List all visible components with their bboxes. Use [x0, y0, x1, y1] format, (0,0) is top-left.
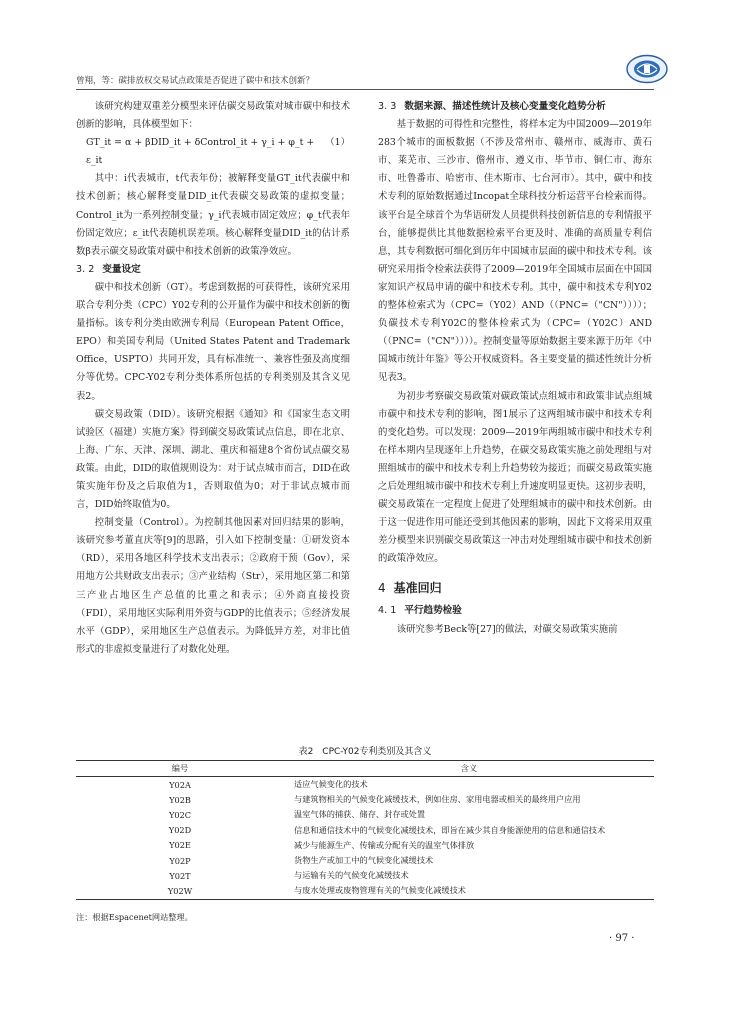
- formula-1: [76, 134, 350, 170]
- cell-code: Y02E: [169, 840, 191, 851]
- section-3-2-heading: [76, 261, 350, 279]
- running-header: 曾翔，等：碳排放权交易试点政策是否促进了碳中和技术创新？: [76, 76, 315, 86]
- cell-meaning: 适应气候变化的技术: [294, 779, 368, 790]
- section-4-1-heading: [378, 602, 652, 620]
- section-title: 数据来源、描述性统计及核心变量变化趋势分析: [404, 101, 606, 112]
- section-4-heading: [378, 578, 652, 598]
- cell-code: Y02T: [169, 870, 191, 881]
- table-caption: 表2 CPC-Y02专利类别及其含义: [298, 747, 432, 757]
- table-row: [76, 838, 654, 853]
- table-2: [76, 760, 654, 900]
- section-number: 3. 2: [76, 263, 95, 275]
- cell-meaning: 温室气体的捕获、储存、封存或处置: [294, 809, 426, 820]
- paragraph-gt: 碳中和技术创新（GT）。考虑到数据的可获得性，该研究采用联合专利分类（CPC）Y02专利的公开量作为碳中和技术创新的衡量指标。该专利分类由欧洲专利局（European Patent Office，EPO）和美国专利局（United States Patent and Trademark Office，USPTO）共同开发，具有标准统一、兼容性强及高度细分等优势。CPC-Y02专利分类体系所包括的专利类别及其含义见表2。: [76, 281, 350, 402]
- paragraph-data-source: 基于数据的可得性和完整性，将样本定为中国2009—2019年283个城市的面板数据（不涉及常州市、赣州市、威海市、黄石市、莱芜市、三沙市、儋州市、遵义市、毕节市、铜仁市、海东市、吐鲁番市、哈密市、佳木斯市、七台河市）。其中，碳中和技术专利的原始数据通过Incopat全球科技分析运营平台检索而得。该平台是全球首个为华语研发人员提供科技创新信息的专利情报平台，能够提供比其他数据检索平台更及时、准确的高质量专利信息，其专利数据可细化到历年中国城市层面的碳中和技术专利。该研究采用指令检索法获得了2009—2019年全国城市层面在中国国家知识产权局申请的碳中和技术专利。其中，碳中和技术专利Y02的整体检索式为（CPC=（Y02）AND（（PNC=（"CN"））））；负碳技术专利Y02C的整体检索式为（CPC=（Y02C）AND（（PNC=（"CN"））））。控制变量等原始数据主要来源于历年《中国城市统计年鉴》等公开权威资料。各主要变量的描述性统计分析见表3。: [378, 119, 652, 384]
- header-rule: [76, 89, 654, 90]
- cell-meaning: 信息和通信技术中的气候变化减缓技术，即旨在减少其自身能源使用的信息和通信技术: [294, 824, 606, 835]
- formula-number: （1）: [325, 137, 350, 149]
- column-header-meaning: 含义: [284, 761, 654, 777]
- section-number: 4. 1: [378, 605, 397, 617]
- section-3-3-heading: [378, 98, 652, 116]
- section-title: 平行趋势检验: [404, 605, 462, 617]
- page-number: · 97 ·: [609, 933, 635, 944]
- cell-meaning: 货物生产或加工中的气候变化减缓技术: [294, 855, 434, 866]
- cell-meaning: 与建筑物相关的气候变化减缓技术，例如住房、家用电器或相关的最终用户应用: [294, 794, 581, 805]
- table-row: [76, 777, 654, 793]
- left-column: [76, 98, 350, 659]
- section-title: 基准回归: [393, 581, 442, 596]
- cell-meaning: 与运输有关的气候变化减缓技术: [294, 870, 409, 881]
- section-number: 3. 3: [378, 101, 397, 112]
- section-title: 变量设定: [102, 263, 141, 275]
- table-row: [76, 807, 654, 822]
- journal-logo-icon: [625, 54, 669, 84]
- cell-meaning: 与废水处理或废物管理有关的气候变化减缓技术: [284, 883, 654, 899]
- right-column: [378, 98, 652, 639]
- cell-code: Y02C: [168, 809, 192, 820]
- column-header-code: 编号: [76, 761, 284, 777]
- paragraph-parallel-trend: 该研究参考Beck等[27]的做法，对碳交易政策实施前: [396, 623, 618, 635]
- table-row: [76, 853, 654, 868]
- table-header-row: [76, 761, 654, 777]
- model-intro: 该研究构建双重差分模型来评估碳交易政策对城市碳中和技术创新的影响，具体模型如下：: [76, 101, 350, 131]
- table-row: [76, 823, 654, 838]
- table-row: [76, 883, 654, 899]
- cell-code: Y02P: [169, 855, 191, 866]
- cell-code: Y02A: [169, 779, 191, 790]
- formula-text: GT_it = α + βDID_it + δControl_it + γ_i + φ_t + ε_it: [86, 137, 315, 167]
- table-row: [76, 868, 654, 883]
- cell-code: Y02D: [168, 825, 192, 836]
- cell-meaning: 减少与能源生产、传输或分配有关的温室气体排放: [294, 839, 475, 850]
- paragraph-did: 碳交易政策（DID）。该研究根据《通知》和《国家生态文明试验区（福建）实施方案》得到碳交易政策试点信息，即在北京、上海、广东、天津、深圳、湖北、重庆和福建8个省份试点碳交易政策。由此，DID的取值规则设为：对于试点城市而言，DID在政策实施年份及之后取值为1，否则取值为0；对于非试点城市而言，DID始终取值为0。: [76, 408, 350, 511]
- table-note: 注：根据Espacenet网站整理。: [76, 912, 193, 922]
- cell-code: Y02B: [169, 794, 191, 805]
- cell-code: Y02W: [76, 883, 284, 899]
- paragraph-control: 控制变量（Control）。为控制其他因素对回归结果的影响，该研究参考董直庆等[9]的思路，引入如下控制变量：①研发资本（RD），采用各地区科学技术支出表示；②政府干预（Gov），采用地方公共财政支出表示；③产业结构（Str），采用地区第二和第三产业占地区生产总值的比重之和表示；④外商直接投资（FDI），采用地区实际利用外资与GDP的比值表示；⑤经济发展水平（GDP），采用地区生产总值表示。为降低异方差，对非比值形式的非虚拟变量进行了对数化处理。: [76, 517, 350, 655]
- table-row: [76, 792, 654, 807]
- section-number: 4: [378, 581, 386, 596]
- paragraph-trend: 为初步考察碳交易政策对碳政策试点组城市和政策非试点组城市碳中和技术专利的影响，图1展示了这两组城市碳中和技术专利的变化趋势。可以发现：2009—2019年两组城市碳中和技术专利在样本期内呈现逐年上升趋势，在碳交易政策实施之前处理组与对照组城市的碳中和技术专利上升趋势较为接近；而碳交易政策实施之后处理组城市碳中和技术专利上升速度明显更快。这初步表明，碳交易政策在一定程度上促进了处理组城市的碳中和技术创新。由于这一促进作用可能还受到其他因素的影响，因此下文将采用双重差分模型来识别碳交易政策这一冲击对处理组城市碳中和技术创新的政策净效应。: [378, 390, 652, 565]
- cpc-y02-table: [76, 760, 654, 900]
- formula-explanation: 其中：i代表城市，t代表年份；被解释变量GT_it代表碳中和技术创新；核心解释变量DID_it代表碳交易政策的虚拟变量；Control_it为一系列控制变量；γ_i代表城市固定效应；φ_t代表年份固定效应；ε_it代表随机误差项。核心解释变量DID_it的估计系数β表示碳交易政策对碳中和技术创新的政策净效应。: [76, 173, 350, 257]
